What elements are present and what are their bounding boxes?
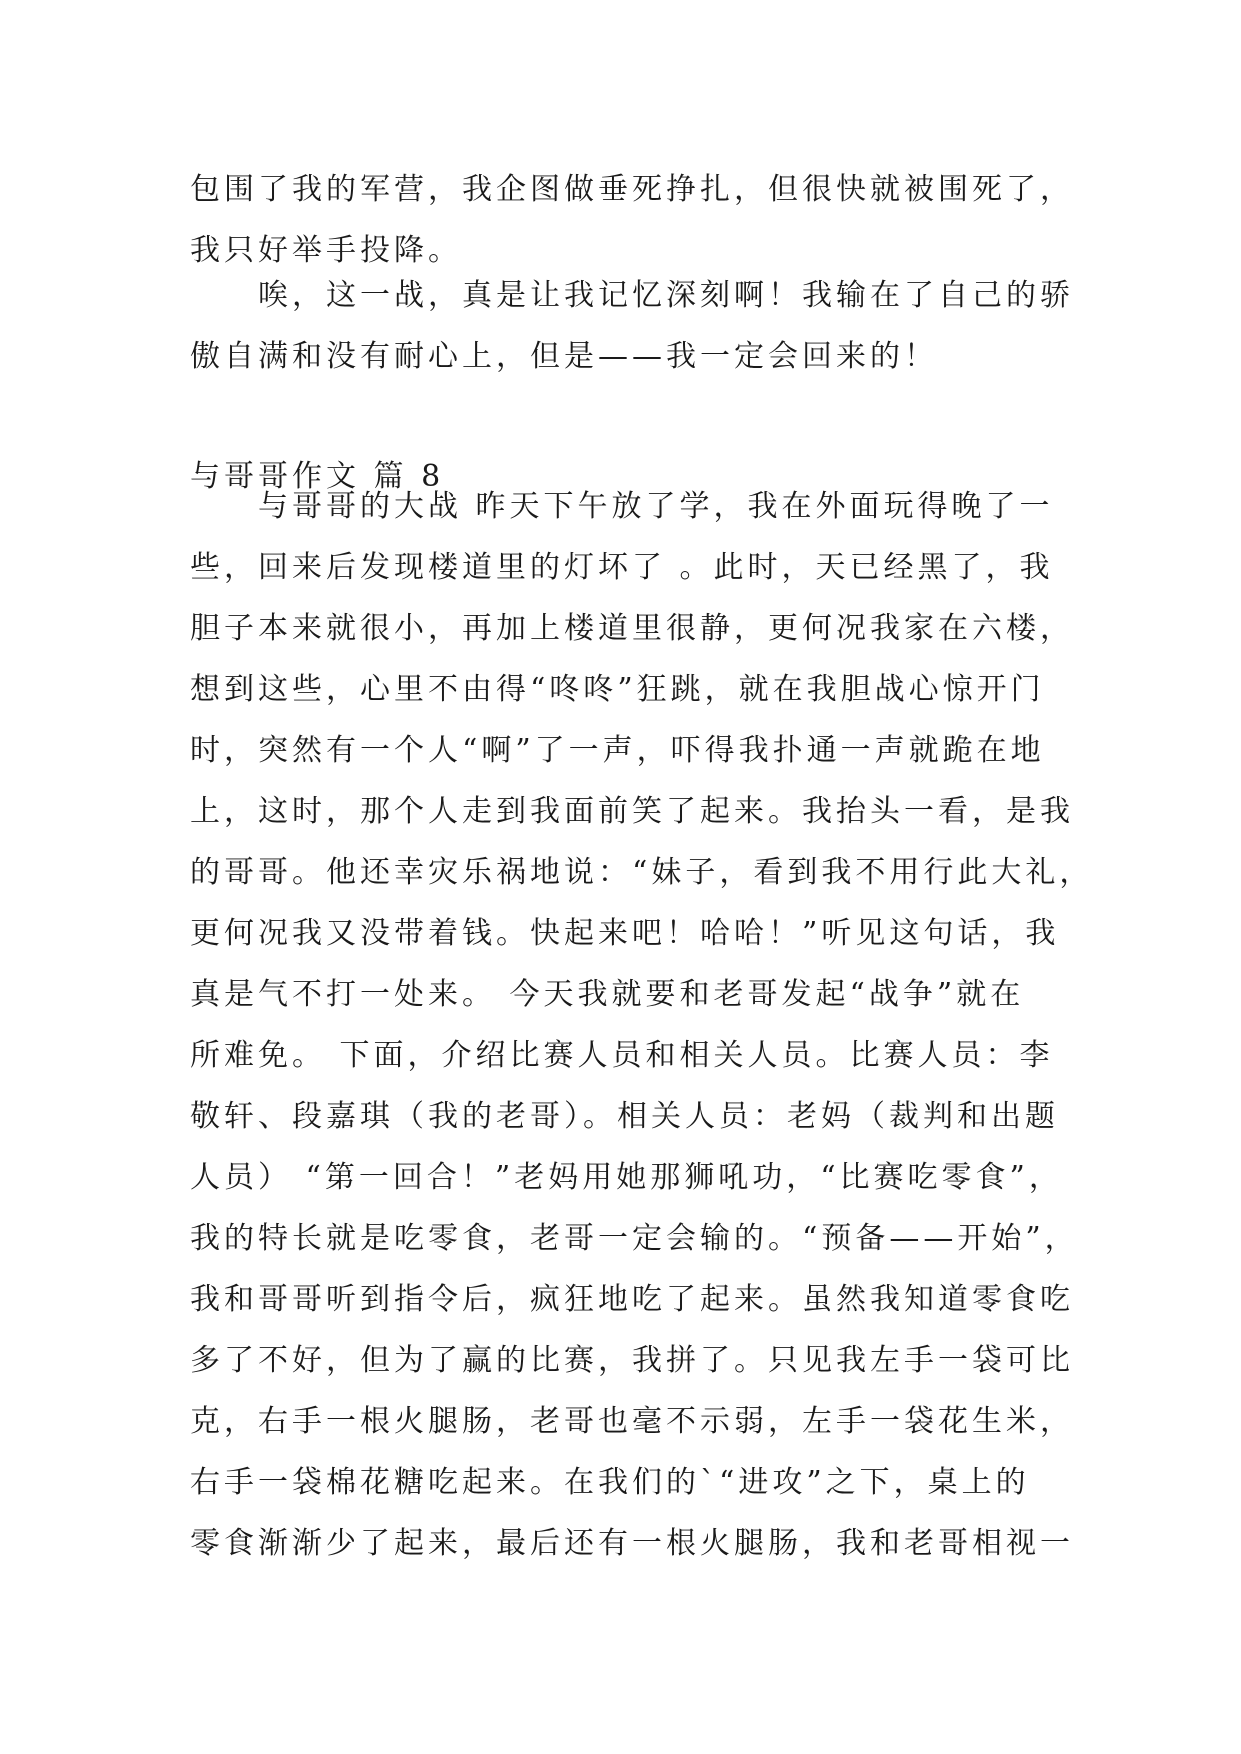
text-line: 真是气不打一处来。 今天我就要和老哥发起“战争”就在 (190, 977, 1025, 1012)
text-line: 与哥哥的大战 昨天下午放了学，我在外面玩得晚了一 (258, 489, 1054, 524)
text-line: 唉，这一战，真是让我记忆深刻啊！我输在了自己的骄 (258, 278, 1074, 313)
text-line: 所难免。 下面，介绍比赛人员和相关人员。比赛人员：李 (190, 1038, 1054, 1073)
text-line: 克，右手一根火腿肠，老哥也毫不示弱，左手一袋花生米， (190, 1404, 1074, 1439)
text-line: 上，这时，那个人走到我面前笑了起来。我抬头一看，是我 (190, 794, 1074, 829)
text-line: 零食渐渐少了起来，最后还有一根火腿肠，我和老哥相视一 (190, 1526, 1074, 1561)
text-line: 胆子本来就很小，再加上楼道里很静，更何况我家在六楼， (190, 611, 1074, 646)
paragraph-continued (190, 159, 1074, 281)
text-line: 我和哥哥听到指令后，疯狂地吃了起来。虽然我知道零食吃 (190, 1282, 1074, 1317)
paragraph-body (190, 476, 1094, 1574)
text-line: 傲自满和没有耐心上，但是——我一定会回来的！ (190, 339, 938, 374)
text-line: 多了不好，但为了赢的比赛，我拼了。只见我左手一袋可比 (190, 1343, 1074, 1378)
text-line: 敬轩、段嘉琪（我的老哥）。相关人员：老妈（裁判和出题 (190, 1099, 1059, 1134)
text-line: 的哥哥。他还幸灾乐祸地说：“妹子，看到我不用行此大礼， (190, 855, 1094, 890)
heading-text: 与哥哥作文 篇 8 (190, 459, 445, 494)
text-line: 想到这些，心里不由得“咚咚”狂跳，就在我胆战心惊开门 (190, 672, 1045, 707)
text-line: 右手一袋棉花糖吃起来。在我们的`“进攻”之下，桌上的 (190, 1465, 1030, 1500)
text-line: 些，回来后发现楼道里的灯坏了 。此时，天已经黑了，我 (190, 550, 1054, 585)
text-line: 人员） “第一回合！”老妈用她那狮吼功，“比赛吃零食”， (190, 1160, 1063, 1195)
paragraph-conclusion (190, 265, 1074, 387)
text-line: 时，突然有一个人“啊”了一声，吓得我扑通一声就跪在地 (190, 733, 1045, 768)
text-line: 更何况我又没带着钱。快起来吧！哈哈！”听见这句话，我 (190, 916, 1060, 951)
text-line: 包围了我的军营，我企图做垂死挣扎，但很快就被围死了， (190, 172, 1074, 207)
text-line: 我只好举手投降。 (190, 233, 462, 268)
text-line: 我的特长就是吃零食，老哥一定会输的。“预备——开始”， (190, 1221, 1079, 1256)
